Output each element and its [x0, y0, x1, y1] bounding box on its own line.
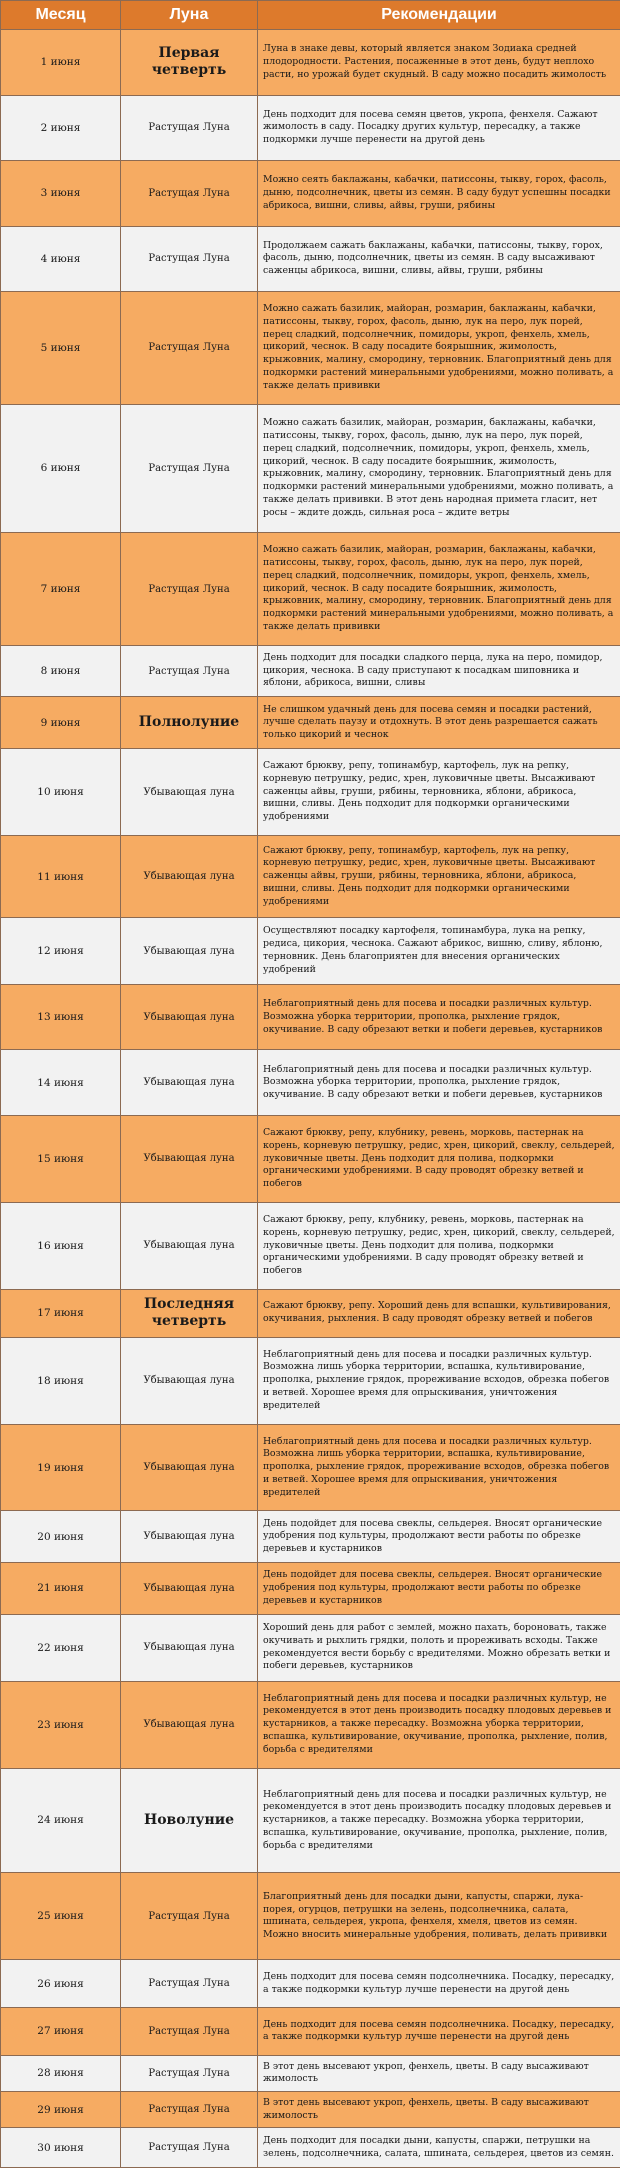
row-date: 14 июня [1, 1050, 121, 1116]
row-recommendation: Можно сажать базилик, майоран, розмарин, баклажаны, кабачки, патиссоны, тыкву, горох, фасоль, дыню, лук на перо, лук порей, перец сладкий, подсолнечник, помидоры, укроп, фенхель, хмель, цикорий, чеснок. В саду посадите боярышник, жимолость, крыжовник, малину, смородину, терновник. Благоприятный день для подкормки растений минеральными удобрениями, можно поливать, а также делать прививки [258, 533, 620, 646]
row-moon-phase: Убывающая луна [121, 918, 258, 985]
row-recommendation: Неблагоприятный день для посева и посадки различных культур. Возможна уборка территории, прополка, рыхление грядок, окучивание. В саду обрезают ветки и побеги деревьев, кустарников [258, 984, 620, 1050]
row-recommendation: День подходит для посева семян цветов, укропа, фенхеля. Сажают жимолость в саду. Посадку других культур, пересадку, а также подкормки лучше перенести на другой день [258, 95, 620, 161]
row-date: 8 июня [1, 645, 121, 697]
row-date: 16 июня [1, 1202, 121, 1289]
table-row [1, 1960, 620, 2008]
row-recommendation: В этот день высевают укроп, фенхель, цветы. В саду высаживают жимолость [258, 2092, 620, 2128]
row-recommendation: Можно сеять баклажаны, кабачки, патиссоны, тыкву, горох, фасоль, дыню, подсолнечник, цветы из семян. В саду будут успешны посадки абрикоса, вишни, сливы, айвы, груши, рябины [258, 161, 620, 227]
row-recommendation: Сажают брюкву, репу, топинамбур, картофель, лук на репку, корневую петрушку, редис, хрен, луковичные цветы. Высаживают саженцы айвы, груши, рябины, терновника, яблони, абрикоса, вишни, сливы. День подходит для подкормки органическими удобрениями [258, 749, 620, 836]
row-moon-phase: Убывающая луна [121, 1424, 258, 1511]
row-moon-phase: Убывающая луна [121, 749, 258, 836]
header-row [1, 1, 620, 30]
table-row [1, 1424, 620, 1511]
row-moon-phase: Растущая Луна [121, 533, 258, 646]
table-row [1, 749, 620, 836]
table-row [1, 2055, 620, 2091]
row-recommendation: Благоприятный день для посадки дыни, капусты, спаржи, лука-порея, огурцов, петрушки на зелень, подсолнечника, салата, шпината, сельдерея, укропа, фенхеля, хмеля, цветов из семян. Можно вносить минеральные удобрения, поливать, делать прививки [258, 1873, 620, 1960]
row-date: 17 июня [1, 1289, 121, 1337]
row-date: 7 июня [1, 533, 121, 646]
row-date: 1 июня [1, 30, 121, 96]
table-row [1, 1681, 620, 1768]
table-row [1, 1511, 620, 1563]
row-recommendation: Не слишком удачный день для посева семян и посадки растений, лучше сделать паузу и отдохнуть. В этот день разрешается сажать только цикорий и чеснок [258, 697, 620, 749]
row-date: 3 июня [1, 161, 121, 227]
row-date: 6 июня [1, 404, 121, 533]
row-moon-phase: Растущая Луна [121, 2055, 258, 2091]
table-row [1, 1768, 620, 1873]
row-moon-phase: Убывающая луна [121, 1115, 258, 1202]
table-row [1, 984, 620, 1050]
table-row [1, 697, 620, 749]
table-row [1, 2008, 620, 2056]
row-moon-phase: Убывающая луна [121, 1614, 258, 1681]
row-recommendation: Неблагоприятный день для посева и посадки различных культур. Возможна лишь уборка территории, вспашка, культивирование, прополка, рыхление грядок, прореживание всходов, обрезка побегов и ветвей. Хорошее время для опрыскивания, уничтожения вредителей [258, 1424, 620, 1511]
row-moon-phase: Растущая Луна [121, 226, 258, 292]
row-moon-phase: Последняя четверть [121, 1289, 258, 1337]
row-moon-phase: Растущая Луна [121, 2092, 258, 2128]
row-recommendation: Луна в знаке девы, который является знаком Зодиака средней плодородности. Растения, посаженные в этот день, будут неплохо расти, но урожай будет скудный. В саду можно посадить жимолость [258, 30, 620, 96]
row-recommendation: Хороший день для работ с землей, можно пахать, бороновать, также окучивать и рыхлить грядки, полоть и прореживать всходы. Также рекомендуется вести борьбу с вредителями. Можно обрезать ветки и побеги деревьев, кустарников [258, 1614, 620, 1681]
row-date: 11 июня [1, 836, 121, 918]
row-recommendation: Можно сажать базилик, майоран, розмарин, баклажаны, кабачки, патиссоны, тыкву, горох, фасоль, дыню, лук на перо, лук порей, перец сладкий, подсолнечник, помидоры, укроп, фенхель, хмель, цикорий, чеснок. В саду посадите боярышник, жимолость, крыжовник, малину, смородину, терновник. Благоприятный день для подкормки растений минеральными удобрениями, можно поливать, а также делать прививки [258, 292, 620, 405]
table-row [1, 292, 620, 405]
row-date: 27 июня [1, 2008, 121, 2056]
table-row [1, 1337, 620, 1424]
row-recommendation: День подходит для посева семян подсолнечника. Посадку, пересадку, а также подкормки культур лучше перенести на другой день [258, 1960, 620, 2008]
row-recommendation: День подойдет для посева свеклы, сельдерея. Вносят органические удобрения под культуры, продолжают вести работы по обрезке деревьев и кустарников [258, 1563, 620, 1615]
table-row [1, 95, 620, 161]
table-row [1, 2092, 620, 2128]
row-date: 23 июня [1, 1681, 121, 1768]
row-recommendation: Неблагоприятный день для посева и посадки различных культур, не рекомендуется в этот день производить посадку плодовых деревьев и кустарников, а также пересадку. Возможна уборка территории, вспашка, культивирование, окучивание, прополка, рыхление, полив, борьба с вредителями [258, 1768, 620, 1873]
table-row [1, 161, 620, 227]
header-moon: Луна [121, 1, 258, 30]
row-recommendation: Сажают брюкву, репу. Хороший день для вспашки, культивирования, окучивания, рыхления. В саду проводят обрезку ветвей и побегов [258, 1289, 620, 1337]
table-row [1, 1614, 620, 1681]
row-date: 4 июня [1, 226, 121, 292]
table-row [1, 1873, 620, 1960]
row-recommendation: Продолжаем сажать баклажаны, кабачки, патиссоны, тыкву, горох, фасоль, дыню, подсолнечник, цветы из семян. В саду высаживают саженцы абрикоса, вишни, сливы, айвы, груши, рябины [258, 226, 620, 292]
table-row [1, 30, 620, 96]
row-date: 5 июня [1, 292, 121, 405]
row-recommendation: День подходит для посева семян подсолнечника. Посадку, пересадку, а также подкормки культур лучше перенести на другой день [258, 2008, 620, 2056]
row-recommendation: Сажают брюкву, репу, клубнику, ревень, морковь, пастернак на корень, корневую петрушку, редис, хрен, цикорий, свеклу, сельдерей, луковичные цветы. День подходит для полива, подкормки органическими удобрениями. В саду проводят обрезку ветвей и побегов [258, 1202, 620, 1289]
table-row [1, 836, 620, 918]
row-recommendation: Осуществляют посадку картофеля, топинамбура, лука на репку, редиса, цикория, чеснока. Сажают абрикос, вишню, сливу, яблоню, терновник. День благоприятен для внесения органических удобрений [258, 918, 620, 985]
row-moon-phase: Убывающая луна [121, 1511, 258, 1563]
table-row [1, 645, 620, 697]
row-moon-phase: Убывающая луна [121, 1681, 258, 1768]
row-moon-phase: Растущая Луна [121, 95, 258, 161]
table-row [1, 1202, 620, 1289]
row-moon-phase: Убывающая луна [121, 1337, 258, 1424]
table-row [1, 1115, 620, 1202]
row-date: 29 июня [1, 2092, 121, 2128]
row-recommendation: Сажают брюкву, репу, топинамбур, картофель, лук на репку, корневую петрушку, редис, хрен, луковичные цветы. Высаживают саженцы айвы, груши, рябины, терновника, яблони, абрикоса, вишни, сливы. День подходит для подкормки органическими удобрениями [258, 836, 620, 918]
table-row [1, 918, 620, 985]
row-recommendation: В этот день высевают укроп, фенхель, цветы. В саду высаживают жимолость [258, 2055, 620, 2091]
row-moon-phase: Первая четверть [121, 30, 258, 96]
row-recommendation: Сажают брюкву, репу, клубнику, ревень, морковь, пастернак на корень, корневую петрушку, редис, хрен, цикорий, свеклу, сельдерей, луковичные цветы. День подходит для полива, подкормки органическими удобрениями. В саду проводят обрезку ветвей и побегов [258, 1115, 620, 1202]
row-date: 15 июня [1, 1115, 121, 1202]
table-row [1, 404, 620, 533]
row-moon-phase: Новолуние [121, 1768, 258, 1873]
table-row [1, 1563, 620, 1615]
row-recommendation: День подходит для посадки сладкого перца, лука на перо, помидор, цикория, чеснока. В саду приступают к посадкам шиповника и яблони, абрикоса, вишни, сливы [258, 645, 620, 697]
row-recommendation: День подходит для посадки дыни, капусты, спаржи, петрушки на зелень, подсолнечника, салата, шпината, сельдерея, цветов из семян. [258, 2128, 620, 2168]
row-date: 25 июня [1, 1873, 121, 1960]
row-moon-phase: Растущая Луна [121, 161, 258, 227]
row-recommendation: Можно сажать базилик, майоран, розмарин, баклажаны, кабачки, патиссоны, тыкву, горох, фасоль, дыню, лук на перо, лук порей, перец сладкий, подсолнечник, помидоры, укроп, фенхель, хмель, цикорий, чеснок. В саду посадите боярышник, жимолость, крыжовник, малину, смородину, терновник. Благоприятный день для подкормки растений минеральными удобрениями, можно поливать, а также делать прививки. В этот день народная примета гласит, нет росы – ждите дождь, сильная роса – ждите ветры [258, 404, 620, 533]
row-date: 18 июня [1, 1337, 121, 1424]
row-recommendation: День подойдет для посева свеклы, сельдерея. Вносят органические удобрения под культуры, продолжают вести работы по обрезке деревьев и кустарников [258, 1511, 620, 1563]
row-date: 19 июня [1, 1424, 121, 1511]
row-moon-phase: Убывающая луна [121, 1202, 258, 1289]
row-moon-phase: Убывающая луна [121, 836, 258, 918]
row-date: 30 июня [1, 2128, 121, 2168]
row-moon-phase: Растущая Луна [121, 1873, 258, 1960]
row-date: 12 июня [1, 918, 121, 985]
row-date: 22 июня [1, 1614, 121, 1681]
row-date: 24 июня [1, 1768, 121, 1873]
row-moon-phase: Убывающая луна [121, 1563, 258, 1615]
row-moon-phase: Убывающая луна [121, 1050, 258, 1116]
table-body [1, 30, 620, 2168]
row-date: 13 июня [1, 984, 121, 1050]
row-moon-phase: Полнолуние [121, 697, 258, 749]
row-date: 10 июня [1, 749, 121, 836]
row-date: 2 июня [1, 95, 121, 161]
row-moon-phase: Убывающая луна [121, 984, 258, 1050]
row-recommendation: Неблагоприятный день для посева и посадки различных культур. Возможна лишь уборка территории, вспашка, культивирование, прополка, рыхление грядок, прореживание всходов, обрезка побегов и ветвей. Хорошее время для опрыскивания, уничтожения вредителей [258, 1337, 620, 1424]
row-moon-phase: Растущая Луна [121, 645, 258, 697]
table-row [1, 1050, 620, 1116]
row-recommendation: Неблагоприятный день для посева и посадки различных культур. Возможна уборка территории, прополка, рыхление грядок, окучивание. В саду обрезают ветки и побеги деревьев, кустарников [258, 1050, 620, 1116]
row-moon-phase: Растущая Луна [121, 404, 258, 533]
table-row [1, 1289, 620, 1337]
header-recommendations: Рекомендации [258, 1, 620, 30]
row-date: 28 июня [1, 2055, 121, 2091]
table-row [1, 226, 620, 292]
table-row [1, 533, 620, 646]
row-moon-phase: Растущая Луна [121, 292, 258, 405]
row-moon-phase: Растущая Луна [121, 1960, 258, 2008]
row-date: 26 июня [1, 1960, 121, 2008]
row-date: 20 июня [1, 1511, 121, 1563]
header-month: Месяц [1, 1, 121, 30]
row-date: 9 июня [1, 697, 121, 749]
table-row [1, 2128, 620, 2168]
row-recommendation: Неблагоприятный день для посева и посадки различных культур, не рекомендуется в этот день производить посадку плодовых деревьев и кустарников, а также пересадку. Возможна уборка территории, вспашка, культивирование, окучивание, прополка, рыхление, полив, борьба с вредителями [258, 1681, 620, 1768]
row-moon-phase: Растущая Луна [121, 2008, 258, 2056]
row-date: 21 июня [1, 1563, 121, 1615]
row-moon-phase: Растущая Луна [121, 2128, 258, 2168]
